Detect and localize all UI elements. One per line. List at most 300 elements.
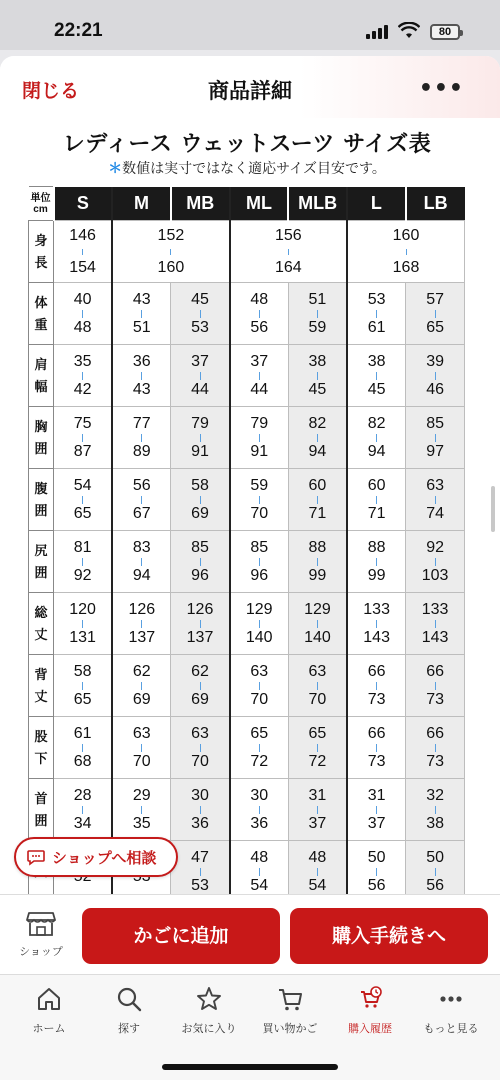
table-cell [406, 717, 465, 779]
range-dash [317, 434, 318, 442]
table-cell [230, 593, 289, 655]
cell-max: 46 [426, 380, 444, 398]
range-dash [82, 620, 83, 628]
range-dash [376, 310, 377, 318]
table-cell [288, 593, 347, 655]
range-dash [376, 806, 377, 814]
cell-max: 65 [73, 690, 92, 708]
row-label-char: 囲 [34, 812, 48, 828]
size-header: L [347, 187, 406, 221]
row-label-char: 囲 [34, 440, 48, 456]
range-dash [435, 682, 436, 690]
range-dash [82, 744, 83, 752]
table-cell [171, 469, 230, 531]
range-dash [376, 744, 377, 752]
cell-max: 45 [367, 380, 386, 398]
table-cell [347, 655, 406, 717]
range-dash [259, 620, 260, 628]
table-cell [230, 407, 289, 469]
size-header: LB [406, 187, 465, 221]
range-dash [317, 372, 318, 380]
cell-max: 70 [132, 752, 151, 770]
unit-label [29, 187, 54, 221]
cell-min: 63 [132, 724, 151, 742]
cell-min: 56 [132, 476, 151, 494]
cell-min: 54 [73, 476, 92, 494]
cell-max: 59 [308, 318, 327, 336]
home-indicator [162, 1064, 338, 1070]
cell-min: 31 [367, 786, 386, 804]
cell-min: 82 [308, 414, 327, 432]
cell-max: 44 [250, 380, 269, 398]
cell-max: 70 [191, 752, 209, 770]
size-table [28, 186, 465, 903]
scrollbar[interactable] [491, 486, 495, 532]
cell-min: 38 [367, 352, 386, 370]
cell-max: 70 [250, 504, 269, 522]
range-dash [200, 310, 201, 318]
battery-icon: 80 [430, 24, 460, 40]
table-cell [288, 469, 347, 531]
row-label-char: 背 [34, 666, 48, 682]
table-cell [230, 779, 289, 841]
cell-min: 66 [367, 724, 386, 742]
cell-min: 152 [157, 226, 185, 244]
cell-min: 45 [191, 290, 209, 308]
table-row [29, 469, 465, 531]
cell-max: 71 [367, 504, 386, 522]
shop-consult-button[interactable] [14, 837, 178, 877]
range-dash [141, 496, 142, 504]
table-cell [112, 469, 171, 531]
row-label [29, 531, 54, 593]
cell-min: 35 [73, 352, 92, 370]
range-dash [435, 434, 436, 442]
size-header: ML [230, 187, 289, 221]
range-dash [259, 744, 260, 752]
table-cell [230, 655, 289, 717]
range-dash [259, 806, 260, 814]
cell-max: 72 [250, 752, 269, 770]
tab-more-label: もっと見る [423, 1022, 479, 1035]
table-cell [406, 283, 465, 345]
cell-max: 48 [73, 318, 92, 336]
cell-max: 69 [191, 504, 209, 522]
tab-cart[interactable] [248, 985, 332, 1036]
cell-max: 103 [421, 566, 449, 584]
table-row [29, 407, 465, 469]
cell-min: 28 [73, 786, 92, 804]
cell-min: 92 [426, 538, 444, 556]
table-cell [112, 655, 171, 717]
table-cell [406, 469, 465, 531]
shop-label: ショップ [19, 945, 63, 958]
table-row [29, 345, 465, 407]
range-dash [376, 868, 377, 876]
range-dash [82, 806, 83, 814]
cell-min: 126 [186, 600, 214, 618]
table-cell [54, 469, 113, 531]
table-cell [230, 717, 289, 779]
range-dash [435, 496, 436, 504]
range-dash [317, 620, 318, 628]
range-dash [141, 434, 142, 442]
cell-min: 43 [132, 290, 151, 308]
cell-max: 36 [191, 814, 209, 832]
table-cell [347, 593, 406, 655]
unit-label-line2: cm [33, 203, 48, 215]
range-dash [200, 620, 201, 628]
cell-max: 73 [426, 752, 444, 770]
table-cell [54, 407, 113, 469]
cell-max: 61 [367, 318, 386, 336]
page-title: 商品詳細 [208, 79, 292, 103]
range-dash [141, 558, 142, 566]
cell-max: 143 [421, 628, 449, 646]
table-cell [347, 221, 464, 283]
range-dash [259, 682, 260, 690]
row-label-char: 丈 [34, 626, 48, 642]
table-cell [171, 779, 230, 841]
cell-min: 53 [367, 290, 386, 308]
range-dash [376, 620, 377, 628]
cell-min: 75 [73, 414, 92, 432]
cell-max: 53 [191, 318, 209, 336]
cell-max: 94 [367, 442, 386, 460]
cell-min: 82 [367, 414, 386, 432]
row-label [29, 345, 54, 407]
range-dash [317, 868, 318, 876]
search-icon [115, 985, 143, 1013]
cell-max: 73 [367, 752, 386, 770]
size-chart-image [22, 118, 472, 950]
cell-max: 137 [186, 628, 214, 646]
range-dash [376, 434, 377, 442]
cell-min: 65 [308, 724, 327, 742]
cell-min: 129 [245, 600, 273, 618]
table-cell [112, 283, 171, 345]
range-dash [200, 496, 201, 504]
table-cell [230, 469, 289, 531]
range-dash [200, 806, 201, 814]
range-dash [82, 682, 83, 690]
cell-max: 69 [191, 690, 209, 708]
range-dash [200, 434, 201, 442]
cell-min: 88 [367, 538, 386, 556]
size-chart-note [22, 158, 472, 178]
range-dash [141, 682, 142, 690]
cell-max: 56 [367, 876, 386, 894]
tab-more[interactable] [409, 985, 493, 1036]
tab-search-label: 探す [118, 1022, 140, 1035]
row-label-char: 体 [34, 294, 48, 310]
cell-max: 96 [191, 566, 209, 584]
range-dash [317, 310, 318, 318]
cell-min: 48 [250, 290, 269, 308]
range-dash [376, 682, 377, 690]
cell-max: 71 [308, 504, 327, 522]
table-cell [112, 779, 171, 841]
cell-max: 70 [250, 690, 269, 708]
table-row [29, 593, 465, 655]
cell-min: 66 [426, 724, 444, 742]
range-dash [82, 496, 83, 504]
note-mark: ＊ [108, 161, 123, 177]
cell-min: 66 [367, 662, 386, 680]
range-dash [141, 310, 142, 318]
tab-home-label: ホーム [32, 1022, 66, 1035]
table-cell [112, 717, 171, 779]
range-dash [435, 620, 436, 628]
cell-max: 68 [73, 752, 92, 770]
table-row [29, 655, 465, 717]
cell-min: 88 [308, 538, 327, 556]
cell-min: 126 [128, 600, 156, 618]
cell-max: 74 [426, 504, 444, 522]
tab-history[interactable] [328, 985, 412, 1036]
row-label [29, 593, 54, 655]
table-row [29, 221, 465, 283]
cell-max: 131 [69, 628, 96, 646]
tab-favorites[interactable] [167, 985, 251, 1036]
tab-history-label: 購入履歴 [348, 1022, 392, 1035]
cell-min: 62 [191, 662, 209, 680]
range-dash [141, 744, 142, 752]
row-label [29, 283, 54, 345]
action-bar [0, 894, 500, 974]
cell-max: 56 [250, 318, 269, 336]
row-label-char: 幅 [34, 378, 48, 394]
table-cell [54, 779, 113, 841]
table-cell [54, 221, 113, 283]
tab-search[interactable] [87, 985, 171, 1036]
row-label [29, 779, 54, 841]
table-cell [171, 345, 230, 407]
cell-max: 73 [426, 690, 444, 708]
row-label-char: 首 [34, 790, 48, 806]
range-dash [141, 372, 142, 380]
range-dash [435, 372, 436, 380]
table-cell [54, 531, 113, 593]
table-cell [347, 779, 406, 841]
range-dash [82, 434, 83, 442]
table-cell [406, 779, 465, 841]
note-text: 数値は実寸ではなく適応サイズ目安です。 [122, 161, 386, 177]
star-icon [195, 985, 223, 1013]
cell-min: 146 [69, 226, 96, 244]
range-dash [200, 744, 201, 752]
cell-min: 30 [250, 786, 269, 804]
range-dash [259, 868, 260, 876]
cell-min: 81 [73, 538, 92, 556]
cell-max: 99 [308, 566, 327, 584]
table-cell [406, 407, 465, 469]
close-button[interactable]: 閉じる [22, 80, 80, 102]
row-label [29, 717, 54, 779]
cell-max: 99 [367, 566, 386, 584]
add-to-cart-button[interactable]: かごに追加 [82, 908, 280, 964]
table-cell [288, 345, 347, 407]
tab-home[interactable] [7, 985, 91, 1036]
cell-max: 37 [367, 814, 386, 832]
cell-max: 42 [73, 380, 92, 398]
table-row [29, 779, 465, 841]
table-row [29, 717, 465, 779]
sheet-header [0, 56, 500, 118]
size-rows [29, 283, 465, 903]
range-dash [317, 558, 318, 566]
home-icon [35, 985, 63, 1013]
shop-icon [26, 909, 56, 937]
cell-max: 91 [191, 442, 209, 460]
row-label-char: 囲 [34, 502, 48, 518]
cell-min: 62 [132, 662, 151, 680]
table-cell [171, 717, 230, 779]
chat-icon [26, 847, 46, 867]
table-cell [54, 717, 113, 779]
cell-min: 85 [191, 538, 209, 556]
unit-label-line1: 単位 [30, 192, 51, 204]
range-dash [317, 682, 318, 690]
row-label-char: 腹 [34, 480, 48, 496]
table-cell [171, 283, 230, 345]
cell-max: 67 [132, 504, 151, 522]
cell-max: 140 [245, 628, 273, 646]
table-cell [347, 345, 406, 407]
cell-min: 61 [73, 724, 92, 742]
cell-min: 36 [132, 352, 151, 370]
more-options-button[interactable]: ••• [418, 76, 464, 101]
range-dash [170, 249, 171, 255]
row-label-char: 尻 [34, 542, 48, 558]
cell-max: 43 [132, 380, 151, 398]
size-header: M [112, 187, 171, 221]
range-dash [376, 372, 377, 380]
row-label-char: 下 [34, 750, 48, 766]
checkout-button[interactable]: 購入手続きへ [290, 908, 488, 964]
cell-max: 54 [308, 876, 327, 894]
range-dash [435, 310, 436, 318]
cell-min: 51 [308, 290, 327, 308]
cell-min: 58 [73, 662, 92, 680]
range-dash [259, 372, 260, 380]
cell-max: 35 [132, 814, 151, 832]
cell-min: 39 [426, 352, 444, 370]
cell-max: 143 [363, 628, 390, 646]
range-dash [200, 682, 201, 690]
table-cell [406, 655, 465, 717]
cell-min: 60 [308, 476, 327, 494]
cell-min: 66 [426, 662, 444, 680]
cell-max: 37 [308, 814, 327, 832]
history-icon [356, 985, 384, 1013]
row-label-char: 総 [34, 604, 48, 620]
table-cell [54, 345, 113, 407]
cell-min: 32 [426, 786, 444, 804]
table-cell [171, 593, 230, 655]
table-cell [288, 717, 347, 779]
cell-min: 79 [250, 414, 269, 432]
cell-max: 137 [128, 628, 156, 646]
range-dash [376, 496, 377, 504]
cell-min: 160 [392, 226, 420, 244]
table-cell [347, 407, 406, 469]
cell-max: 54 [250, 876, 269, 894]
cell-min: 60 [367, 476, 386, 494]
cell-min: 48 [250, 848, 269, 866]
row-label-char: 肩 [34, 356, 48, 372]
cell-max: 87 [73, 442, 92, 460]
cell-min: 65 [250, 724, 269, 742]
table-cell [112, 345, 171, 407]
row-label [29, 469, 54, 531]
range-dash [317, 496, 318, 504]
table-cell [171, 407, 230, 469]
cell-max: 45 [308, 380, 327, 398]
table-cell [230, 531, 289, 593]
table-cell [347, 531, 406, 593]
cell-max: 154 [69, 258, 96, 276]
table-cell [406, 531, 465, 593]
range-dash [259, 434, 260, 442]
table-cell [347, 469, 406, 531]
cell-max: 73 [367, 690, 386, 708]
range-dash [317, 744, 318, 752]
cell-min: 63 [250, 662, 269, 680]
cell-min: 47 [191, 848, 209, 866]
range-dash [200, 372, 201, 380]
range-dash [82, 310, 83, 318]
cell-max: 44 [191, 380, 209, 398]
range-dash [141, 806, 142, 814]
table-cell [54, 655, 113, 717]
cell-max: 69 [132, 690, 151, 708]
shop-button[interactable] [14, 909, 68, 959]
table-cell [288, 283, 347, 345]
cell-min: 156 [274, 226, 302, 244]
cell-max: 56 [426, 876, 444, 894]
cell-min: 37 [250, 352, 269, 370]
row-label-char: 重 [34, 316, 48, 332]
size-header: MLB [288, 187, 347, 221]
cell-max: 92 [73, 566, 92, 584]
table-cell [288, 531, 347, 593]
range-dash [435, 558, 436, 566]
size-header: MB [171, 187, 230, 221]
range-dash [82, 249, 83, 255]
cell-min: 29 [132, 786, 151, 804]
cell-max: 38 [426, 814, 444, 832]
table-cell [112, 531, 171, 593]
cell-min: 40 [73, 290, 92, 308]
cell-min: 77 [132, 414, 151, 432]
table-cell [171, 655, 230, 717]
range-dash [82, 558, 83, 566]
table-cell [288, 779, 347, 841]
cell-min: 120 [69, 600, 96, 618]
range-dash [259, 310, 260, 318]
range-dash [82, 372, 83, 380]
range-dash [435, 868, 436, 876]
cell-min: 48 [308, 848, 327, 866]
table-cell [406, 345, 465, 407]
table-cell [230, 283, 289, 345]
cell-max: 65 [426, 318, 444, 336]
cell-max: 65 [73, 504, 92, 522]
table-cell [171, 531, 230, 593]
table-cell [112, 593, 171, 655]
table-cell [288, 407, 347, 469]
